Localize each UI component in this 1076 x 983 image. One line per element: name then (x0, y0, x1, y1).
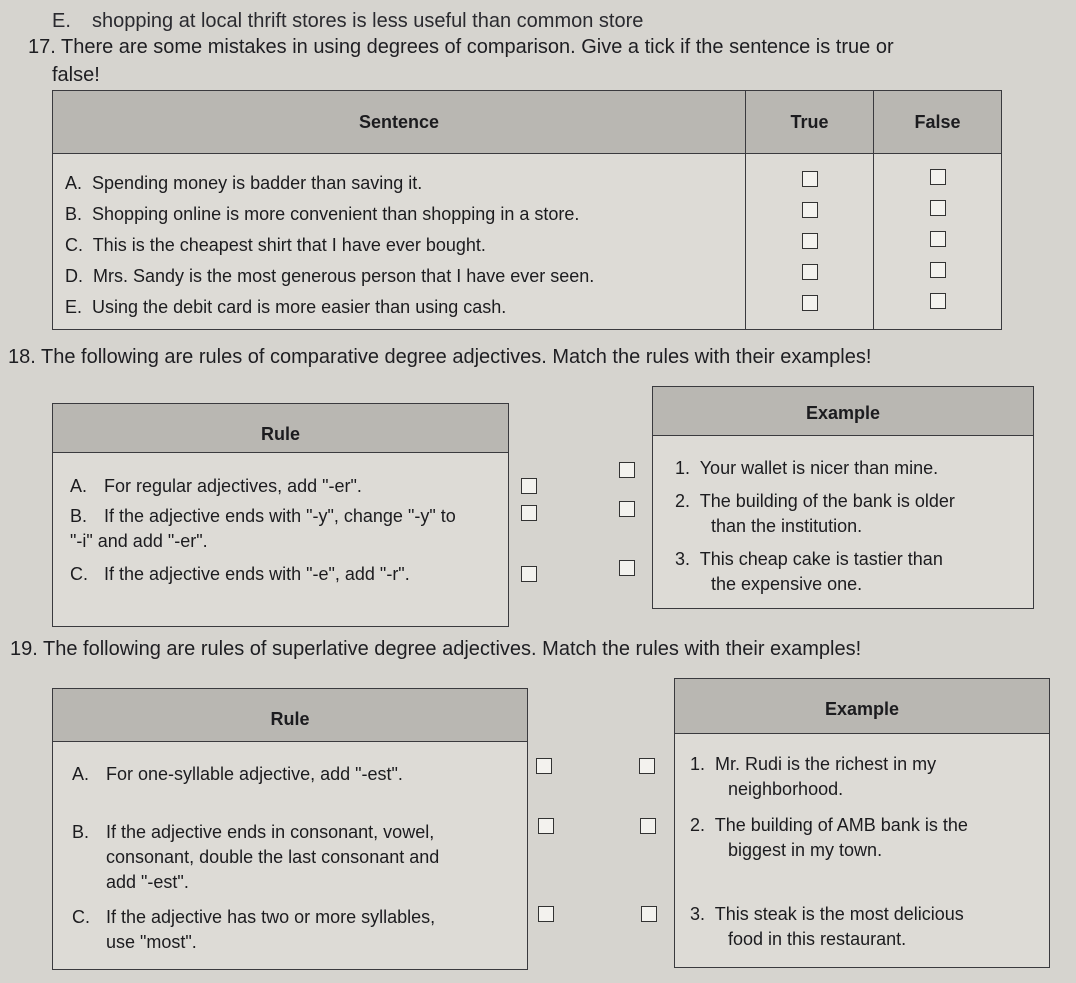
sentence-e: E. Using the debit card is more easier than using cash. (65, 297, 507, 317)
q19-rule-b-box[interactable] (538, 818, 554, 834)
sentence-list (53, 154, 746, 330)
previous-option-e (52, 10, 643, 33)
sentence-b: B. Shopping online is more convenient than shopping in a store. (65, 204, 580, 224)
q18-example-2-box[interactable] (619, 501, 635, 517)
true-checkbox-a[interactable] (802, 171, 818, 187)
false-header: False (874, 91, 1002, 154)
q18-rule-a-box[interactable] (521, 478, 537, 494)
q18-rule-b: B. If the adjective ends with "-y", change "-y" to "-i" and add "-er". (70, 506, 456, 551)
q17-table (52, 90, 1002, 330)
sentence-a: A. Spending money is badder than saving it. (65, 173, 423, 193)
true-checkbox-b[interactable] (802, 202, 818, 218)
q19-rule-a-box[interactable] (536, 758, 552, 774)
false-checkbox-b[interactable] (930, 200, 946, 216)
q18-rule-header: Rule (53, 404, 508, 453)
true-checkbox-c[interactable] (802, 233, 818, 249)
false-column (874, 154, 1002, 330)
q19-rule-a: A. For one-syllable adjective, add "-est". (72, 764, 403, 784)
q18-rule-c-box[interactable] (521, 566, 537, 582)
option-letter: E. (52, 10, 71, 32)
option-text: shopping at local thrift stores is less useful than common store (92, 10, 644, 32)
q17-title-cont: false! (52, 64, 100, 86)
false-checkbox-c[interactable] (930, 231, 946, 247)
q19-rule-b: B. If the adjective ends in consonant, vowel, consonant, double the last consonant and add "-est". (72, 822, 440, 892)
q18-example-header: Example (653, 387, 1033, 436)
sentence-header: Sentence (53, 91, 746, 154)
q19-example-2: 2. The building of AMB bank is the biggest in my town. (690, 815, 968, 860)
q17-title: 17. There are some mistakes in using degrees of comparison. Give a tick if the sentence is true or (28, 36, 894, 58)
q19-example-3: 3. This steak is the most delicious food in this restaurant. (690, 904, 964, 949)
true-header: True (746, 91, 874, 154)
q19-rule-c: C. If the adjective has two or more syllables, use "most". (72, 907, 436, 952)
q18-example-2: 2. The building of the bank is older than the institution. (675, 491, 955, 536)
q19-rule-c-box[interactable] (538, 906, 554, 922)
true-checkbox-d[interactable] (802, 264, 818, 280)
q18-example-3-box[interactable] (619, 560, 635, 576)
false-checkbox-a[interactable] (930, 169, 946, 185)
q19-rule-header: Rule (53, 689, 527, 742)
false-checkbox-e[interactable] (930, 293, 946, 309)
q19-example-1-box[interactable] (639, 758, 655, 774)
sentence-c: C. This is the cheapest shirt that I have ever bought. (65, 235, 486, 255)
q18-rule-b-box[interactable] (521, 505, 537, 521)
q18-example-3: 3. This cheap cake is tastier than the expensive one. (675, 549, 943, 594)
q18-rule-c: C. If the adjective ends with "-e", add "-r". (70, 564, 410, 584)
q17-header-row (53, 91, 1002, 154)
q19-title: 19. The following are rules of superlative degree adjectives. Match the rules with their examples! (10, 638, 862, 660)
false-checkbox-d[interactable] (930, 262, 946, 278)
q18-rule-a: A. For regular adjectives, add "-er". (70, 476, 362, 496)
true-checkbox-e[interactable] (802, 295, 818, 311)
q19-example-3-box[interactable] (641, 906, 657, 922)
q19-example-header: Example (675, 679, 1049, 734)
q18-title: 18. The following are rules of comparative degree adjectives. Match the rules with their examples! (8, 346, 872, 368)
q19-example-2-box[interactable] (640, 818, 656, 834)
sentence-d: D. Mrs. Sandy is the most generous person that I have ever seen. (65, 266, 595, 286)
q18-example-1: 1. Your wallet is nicer than mine. (675, 458, 939, 478)
q17-body-row (53, 154, 1002, 330)
q19-example-1: 1. Mr. Rudi is the richest in my neighborhood. (690, 754, 937, 799)
q18-example-1-box[interactable] (619, 462, 635, 478)
true-column (746, 154, 874, 330)
